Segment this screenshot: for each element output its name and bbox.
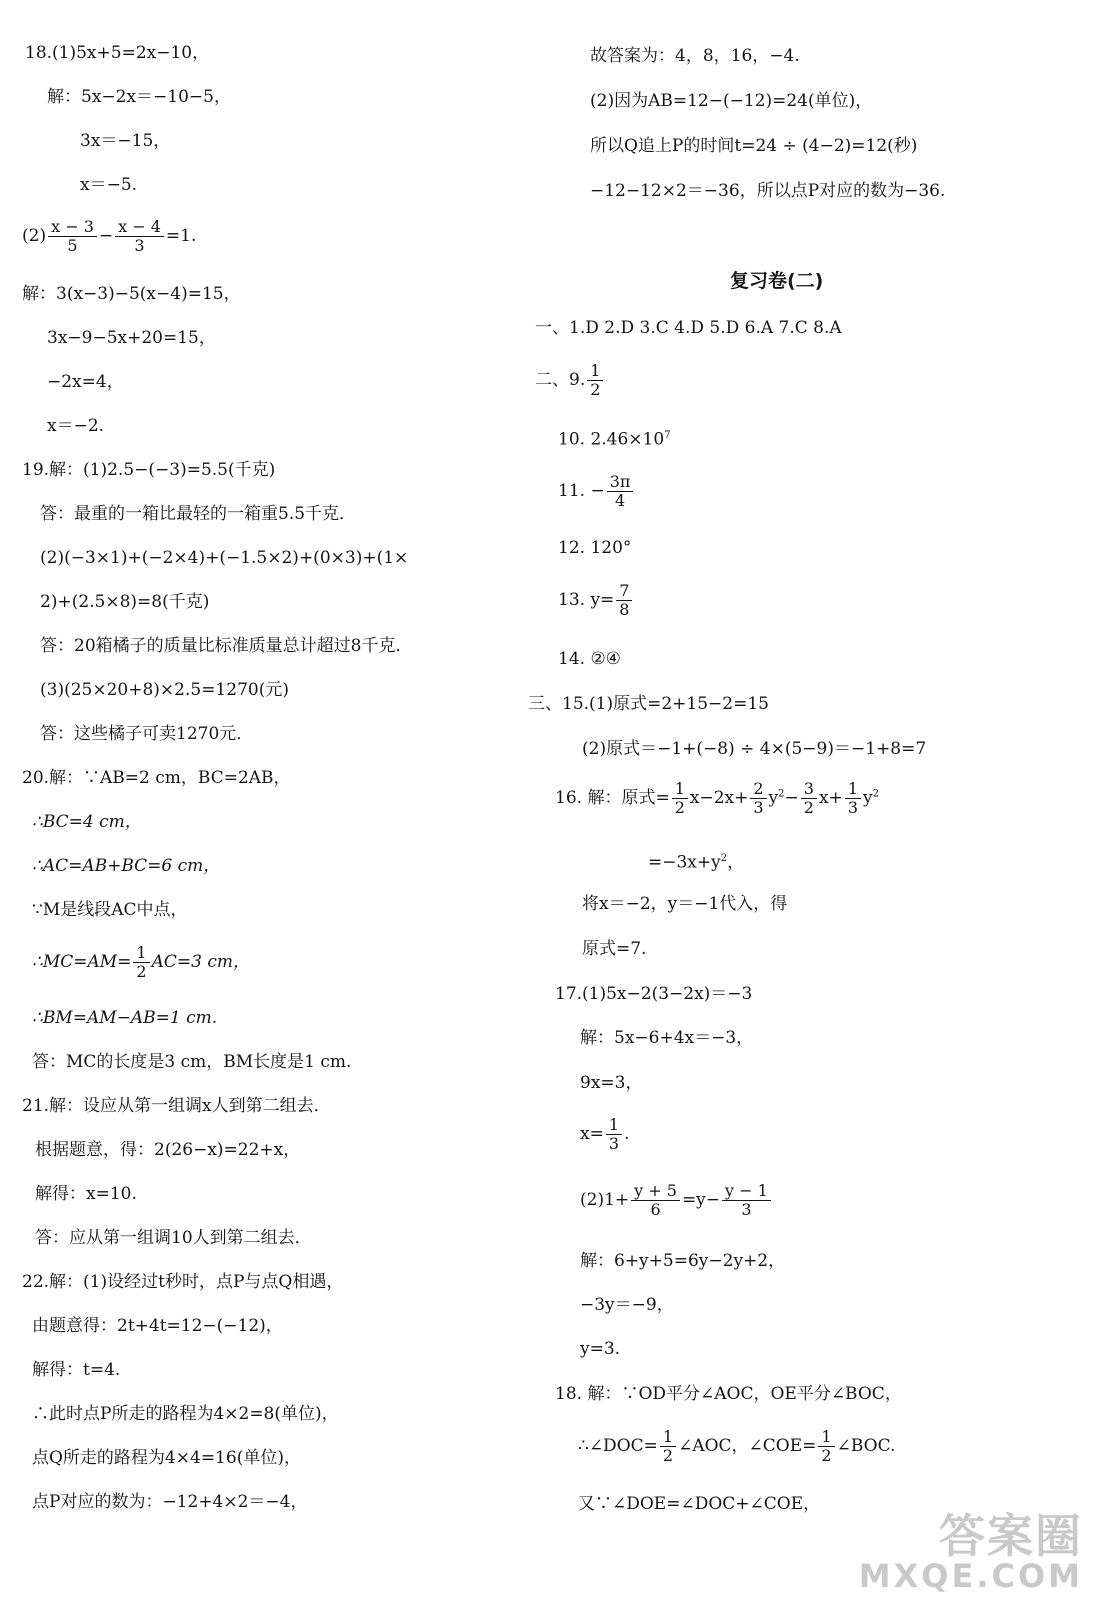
numerator: 1 <box>845 780 861 799</box>
q17-line6: 解：6+y+5=6y−2y+2， <box>580 1251 786 1271</box>
denominator: 4 <box>614 491 626 510</box>
q18-part1-step2: 3x＝−15， <box>80 131 171 151</box>
q22-line6: 点P对应的数为：−12+4×2＝−4， <box>32 1492 308 1512</box>
fraction <box>616 582 632 619</box>
numerator: 1 <box>587 362 603 381</box>
q20-line6: ∴BM=AM−AB=1 cm. <box>32 1008 218 1028</box>
q18-part2-step1: 解：3(x−3)−5(x−4)=15， <box>22 284 241 304</box>
q22-line1: 22.解：(1)设经过t秒时，点P与点Q相遇， <box>22 1272 344 1292</box>
q21-line1: 21.解：设应从第一组调x人到第二组去． <box>22 1096 331 1116</box>
prev-answer-line2: (2)因为AB=12−(−12)=24(单位)， <box>590 91 873 111</box>
denominator: 3 <box>847 798 858 817</box>
q19-line5: 答：20箱橘子的质量比标准质量总计超过8千克． <box>40 636 413 656</box>
denominator: 3 <box>608 1134 620 1153</box>
denominator: 2 <box>590 380 601 399</box>
denominator: 2 <box>821 1446 832 1465</box>
multiple-choice-answers: 一、1.D 2.D 3.C 4.D 5.D 6.A 7.C 8.A <box>535 318 842 338</box>
q9-answer <box>535 362 605 399</box>
q20-line7: 答：MC的长度是3 cm，BM长度是1 cm. <box>32 1052 352 1072</box>
q22-line5: 点Q所走的路程为4×4=16(单位)， <box>32 1448 301 1468</box>
text: x−2x+ <box>689 788 749 808</box>
fraction <box>845 780 861 817</box>
numerator: x − 3 <box>48 218 97 237</box>
label: 11. − <box>558 481 605 501</box>
text: 16. 解：原式= <box>555 788 670 808</box>
text: =−3x+y <box>648 852 721 873</box>
numerator: 3π <box>607 473 634 492</box>
q17-part2-equation <box>580 1182 773 1219</box>
exponent: 7 <box>664 430 671 441</box>
text: − <box>784 788 799 808</box>
fraction <box>722 1182 771 1219</box>
q19-line7: 答：这些橘子可卖1270元． <box>40 724 254 744</box>
fraction <box>750 780 766 817</box>
denominator: 2 <box>803 798 814 817</box>
q17-line7: −3y＝−9， <box>580 1295 674 1315</box>
q17-line2: 解：5x−6+4x＝−3， <box>580 1028 754 1048</box>
prev-answer-line1: 故答案为：4，8，16，−4. <box>590 46 800 66</box>
prev-answer-line3: 所以Q追上P的时间t=24 ÷ (4−2)=12(秒) <box>590 136 918 156</box>
numerator: 2 <box>750 780 766 799</box>
q21-line3: 解得：x=10. <box>35 1184 137 1204</box>
q21-line2: 根据题意，得：2(26−x)=22+x， <box>35 1140 301 1160</box>
q18-part1-equation: 18.(1)5x+5=2x−10， <box>25 43 210 63</box>
q19-line1: 19.解：(1)2.5−(−3)=5.5(千克) <box>22 460 276 480</box>
q16-line2 <box>648 848 744 874</box>
exponent: 2 <box>720 853 728 864</box>
q20-line2: ∴BC=4 cm， <box>32 812 142 832</box>
text: ∠AOC，∠COE= <box>678 1436 817 1456</box>
q20-line3: ∴AC=AB+BC=6 cm， <box>32 856 221 876</box>
denominator: 2 <box>674 798 685 817</box>
label: 13. y= <box>558 590 615 610</box>
denominator: 3 <box>741 1200 752 1219</box>
q18r-line3: 又∵∠DOE=∠DOC+∠COE， <box>578 1494 821 1514</box>
q20-line1: 20.解：∵AB=2 cm，BC=2AB， <box>22 768 291 788</box>
q19-line6: (3)(25×20+8)×2.5=1270(元) <box>40 680 289 700</box>
denominator: 3 <box>753 798 764 817</box>
exponent: 2 <box>872 788 879 800</box>
q17-line8: y=3. <box>580 1339 621 1359</box>
denominator: 3 <box>134 236 145 255</box>
fraction <box>115 218 164 255</box>
q11-answer <box>558 473 635 510</box>
fraction <box>660 1428 676 1465</box>
denominator: 2 <box>662 1446 674 1465</box>
q12-answer: 12. 120° <box>558 538 632 558</box>
q18-part2-step3: −2x=4， <box>47 372 124 392</box>
q17-line1: 17.(1)5x−2(3−2x)＝−3 <box>555 984 753 1004</box>
q19-line2: 答：最重的一箱比最轻的一箱重5.5千克． <box>40 504 357 524</box>
text: y <box>768 788 779 808</box>
q13-answer <box>558 582 634 619</box>
fraction <box>133 944 149 981</box>
operator: − <box>98 226 114 246</box>
numerator: 1 <box>818 1428 834 1447</box>
watermark <box>858 1509 1083 1595</box>
text: 10. 2.46×10 <box>558 429 665 450</box>
denominator: 6 <box>650 1200 661 1219</box>
text: ∴∠DOC= <box>578 1436 658 1456</box>
q22-line3: 解得：t=4. <box>32 1360 121 1380</box>
q18-part1-step1: 解：5x−2x＝−10−5， <box>47 87 231 107</box>
text: x= <box>580 1124 604 1144</box>
q18-part2-equation <box>22 218 196 255</box>
text: (2)1+ <box>580 1190 630 1210</box>
q16-line4: 原式=7. <box>582 939 647 959</box>
q18-part1-step3: x＝−5. <box>80 175 138 195</box>
denominator: 2 <box>136 962 147 981</box>
numerator: y + 5 <box>631 1182 680 1201</box>
fraction <box>801 780 817 817</box>
q18-part2-step4: x＝−2. <box>47 416 105 436</box>
fraction <box>587 362 603 399</box>
fraction <box>672 780 688 817</box>
q18-part2-step2: 3x−9−5x+20=15， <box>47 328 216 348</box>
numerator: 1 <box>672 780 688 799</box>
numerator: y − 1 <box>722 1182 771 1201</box>
denominator: 5 <box>67 236 78 255</box>
prev-answer-line4: −12−12×2＝−36，所以点P对应的数为−36. <box>590 181 946 201</box>
text: . <box>624 1124 630 1144</box>
q10-answer <box>558 425 671 451</box>
rhs: =1. <box>165 226 197 246</box>
q18r-line2 <box>578 1428 895 1465</box>
q14-answer: 14. ②④ <box>558 649 621 669</box>
q16-line1 <box>555 780 879 817</box>
text: =y− <box>681 1190 721 1210</box>
q17-line4 <box>580 1116 629 1153</box>
q17-line3: 9x=3， <box>580 1073 643 1093</box>
q18r-line1: 18. 解：∵OD平分∠AOC，OE平分∠BOC， <box>555 1384 902 1404</box>
q20-line4: ∵M是线段AC中点， <box>32 900 188 920</box>
q19-line3: (2)(−3×1)+(−2×4)+(−1.5×2)+(0×3)+(1× <box>40 548 409 568</box>
numerator: 1 <box>133 944 149 963</box>
watermark-top: 答案圈 <box>939 1509 1083 1563</box>
fraction <box>606 1116 622 1153</box>
q20-line5 <box>32 944 250 981</box>
text: AC=3 cm， <box>151 952 250 972</box>
fraction <box>818 1428 834 1465</box>
fraction <box>607 473 634 510</box>
watermark-bottom: MXQE.COM <box>858 1557 1083 1595</box>
fraction <box>48 218 97 255</box>
q22-line4: ∴此时点P所走的路程为4×2=8(单位)， <box>32 1404 339 1424</box>
numerator: 1 <box>660 1428 676 1447</box>
numerator: x − 4 <box>115 218 164 237</box>
text: ， <box>727 852 745 873</box>
text: y <box>863 788 873 808</box>
numerator: 1 <box>606 1116 622 1135</box>
fraction <box>631 1182 680 1219</box>
q16-line3: 将x＝−2，y＝−1代入，得 <box>582 894 788 914</box>
q22-line2: 由题意得：2t+4t=12−(−12)， <box>32 1316 283 1336</box>
text: x+ <box>818 788 843 808</box>
q18-part2-label: (2) <box>22 226 47 246</box>
q19-line4: 2)+(2.5×8)=8(千克) <box>40 592 210 612</box>
text: ∴MC=AM= <box>32 952 132 972</box>
label: 二、9. <box>535 370 586 390</box>
q15-line2: (2)原式＝−1+(−8) ÷ 4×(5−9)＝−1+8=7 <box>582 739 927 759</box>
numerator: 7 <box>616 582 632 601</box>
q15-line1: 三、15.(1)原式=2+15−2=15 <box>528 694 769 714</box>
text: ∠BOC. <box>836 1436 896 1456</box>
denominator: 8 <box>619 600 630 619</box>
numerator: 3 <box>801 780 817 799</box>
exponent: 2 <box>778 788 785 800</box>
q21-line4: 答：应从第一组调10人到第二组去． <box>35 1228 312 1248</box>
section-title: 复习卷(二) <box>730 270 824 292</box>
